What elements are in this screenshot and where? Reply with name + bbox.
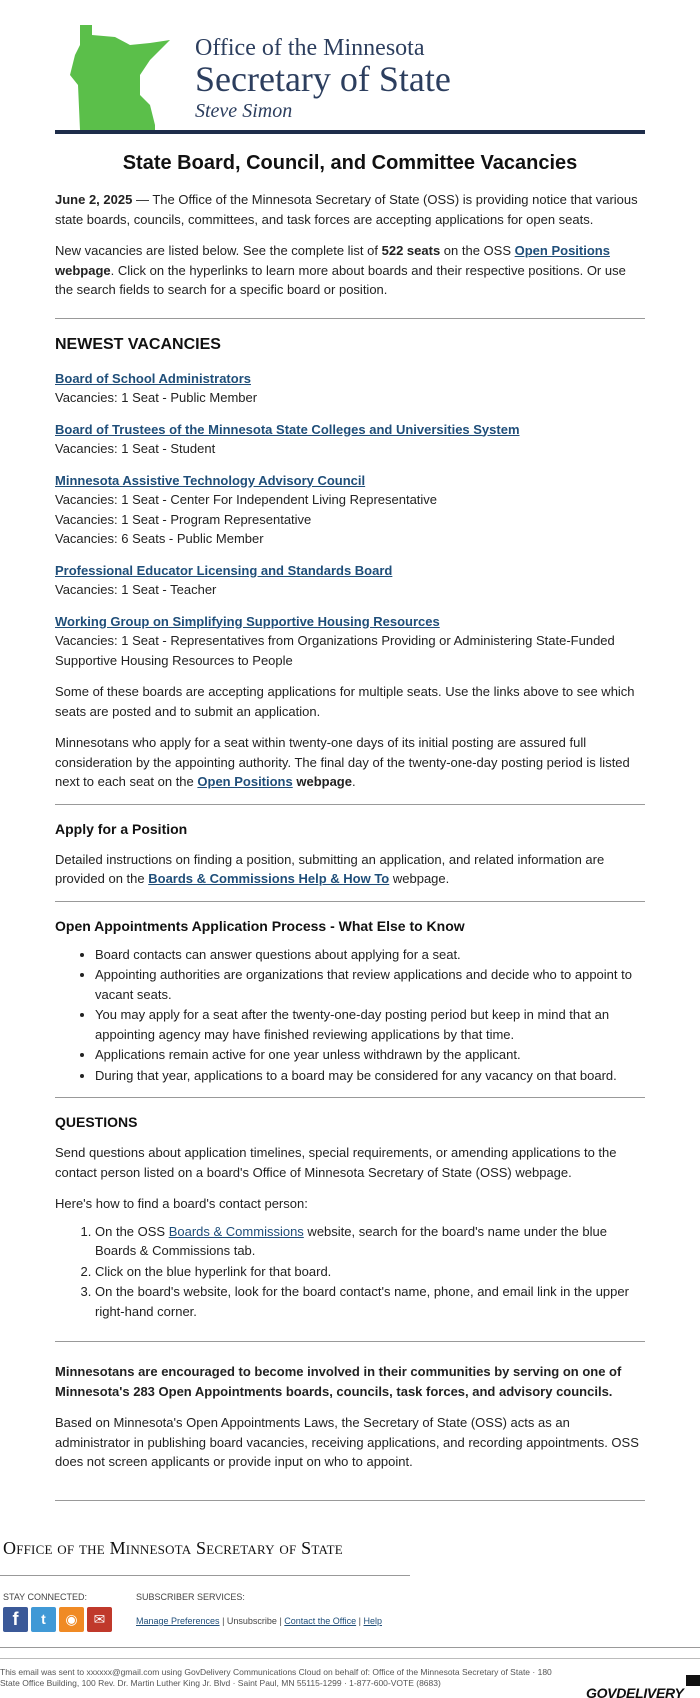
board-entry xyxy=(55,561,645,600)
envelope-icon xyxy=(686,1675,700,1686)
vacancy-line: Vacancies: 1 Seat - Teacher xyxy=(55,582,217,597)
step1-b: website, search for the board's name under the blue Boards & Commissions tab. xyxy=(95,1223,607,1258)
secretary-name: Steve Simon xyxy=(195,100,293,122)
list-item xyxy=(95,1222,645,1261)
contact-office-link[interactable]: Contact the Office xyxy=(284,1616,357,1626)
unsubscribe-text: Unsubscribe xyxy=(226,1616,277,1626)
consider-c: . xyxy=(351,774,356,789)
closing-bold: Minnesotans are encouraged to become involved in their communities by serving on one of Minnesota's 283 Open Appointments boards, councils, task forces, and advisory councils. xyxy=(55,1364,622,1399)
seat-count: 522 seats xyxy=(381,243,441,258)
open-positions-link-2[interactable]: Open Positions xyxy=(197,774,293,789)
social-links xyxy=(3,1607,112,1632)
minnesota-state-outline-icon xyxy=(70,25,170,140)
consider-a: Minnesotans who apply for a seat within twenty-one days of its initial posting are assured full consideration by the appointing authority. The final day of the twenty-one-day posting period is listed next to each seat on the xyxy=(55,735,630,789)
subscriber-links xyxy=(136,1615,382,1629)
process-heading: Open Appointments Application Process - What Else to Know xyxy=(55,917,465,934)
list-item: • Applications remain active for one year unless withdrawn by the applicant. xyxy=(95,1045,645,1065)
header xyxy=(55,0,645,135)
intro-paragraph xyxy=(55,190,645,229)
list-item: • Board contacts can answer questions about applying for a seat. xyxy=(95,945,645,965)
govdelivery-logo: GOVDELIVERY xyxy=(586,1685,684,1698)
divider xyxy=(55,901,645,902)
facebook-icon[interactable]: f xyxy=(3,1607,28,1632)
vacancy-line: Vacancies: 6 Seats - Public Member xyxy=(55,531,264,546)
secretary-of-state-line: Secretary of State xyxy=(195,59,451,99)
apply-b: webpage. xyxy=(389,871,450,886)
rss-icon[interactable]: ◉ xyxy=(59,1607,84,1632)
apply-heading: Apply for a Position xyxy=(55,820,188,837)
list-item: 3. On the board's website, look for the board contact's name, phone, and email link in the upper right-hand corner. xyxy=(95,1282,645,1321)
help-link[interactable]: Help xyxy=(363,1616,383,1626)
twitter-icon[interactable]: t xyxy=(31,1607,56,1632)
list-item: • You may apply for a seat after the twenty-one-day posting period but keep in mind that an appointing agency may have finished reviewing applications by that time. xyxy=(95,1005,645,1044)
board-link[interactable]: Board of School Administrators xyxy=(55,370,251,386)
vacancy-line: Vacancies: 1 Seat - Center For Independent Living Representative xyxy=(55,492,438,507)
header-rule xyxy=(55,130,645,134)
board-entry xyxy=(55,369,645,408)
p2-b: on the OSS xyxy=(440,243,515,258)
consider-webpage: webpage xyxy=(292,774,352,789)
board-link[interactable]: Professional Educator Licensing and Standards Board xyxy=(55,562,393,578)
legal-text: This email was sent to xxxxxx@gmail.com using GovDelivery Communications Cloud on behalf of: Office of the Minnesota Secretary of State · 180 State Office Building, 100 Rev. Dr. Martin Luther King Jr. Blvd · Saint Paul, MN 55115-1299 · 1-877-600-VOTE (8683) xyxy=(0,1667,552,1689)
board-entry xyxy=(55,612,645,671)
email-body xyxy=(55,0,645,1515)
divider xyxy=(55,318,645,319)
board-link[interactable]: Working Group on Simplifying Supportive Housing Resources xyxy=(55,613,440,629)
stay-connected-label: STAY CONNECTED: xyxy=(3,1592,88,1602)
questions-heading: QUESTIONS xyxy=(55,1114,138,1130)
step1-a: On the OSS xyxy=(95,1223,169,1239)
p2-d: . Click on the hyperlinks to learn more about boards and their respective positions. Or use the search fields to search for a specific board or position. xyxy=(55,262,626,297)
vacancy-line: Vacancies: 1 Seat - Public Member xyxy=(55,390,258,405)
open-positions-link[interactable]: Open Positions xyxy=(514,243,610,258)
divider xyxy=(55,1097,645,1098)
intro-date: June 2, 2025 xyxy=(55,192,133,207)
questions-paragraph: Send questions about application timelines, special requirements, or amending applications to the contact person listed on a board's Office of Minnesota Secretary of State (OSS) webpage. xyxy=(55,1145,617,1180)
intro-paragraph-2 xyxy=(55,241,645,300)
contact-how-to: Here's how to find a board's contact person: xyxy=(55,1196,308,1211)
board-entry xyxy=(55,471,645,549)
divider xyxy=(55,1500,645,1501)
office-line: Office of the Minnesota xyxy=(195,35,425,61)
board-entry xyxy=(55,420,645,459)
divider xyxy=(55,804,645,805)
divider xyxy=(0,1647,700,1648)
divider xyxy=(0,1658,700,1659)
separator: | xyxy=(356,1616,364,1626)
list-item: • Appointing authorities are organizations that review applications and decide who to appoint to vacant seats. xyxy=(95,965,645,1004)
divider xyxy=(0,1575,410,1576)
page-title: State Board, Council, and Committee Vacancies xyxy=(122,152,578,174)
separator: | xyxy=(276,1616,285,1626)
list-item: 2. Click on the blue hyperlink for that board. xyxy=(95,1262,645,1282)
vacancy-line: Vacancies: 1 Seat - Student xyxy=(55,441,216,456)
divider xyxy=(55,1341,645,1342)
multi-seat-paragraph: Some of these boards are accepting applications for multiple seats. Use the links above to see which seats are posted and to submit an application. xyxy=(55,684,635,719)
help-how-to-link[interactable]: Boards & Commissions Help & How To xyxy=(148,871,390,886)
process-list xyxy=(55,945,645,1086)
boards-commissions-link[interactable]: Boards & Commissions xyxy=(168,1223,304,1239)
apply-a: Detailed instructions on finding a position, submitting an application, and related information are provided on the xyxy=(55,851,605,886)
p2-a: New vacancies are listed below. See the complete list of xyxy=(55,243,382,258)
board-link[interactable]: Minnesota Assistive Technology Advisory Council xyxy=(55,472,366,488)
footer-title: Office of the Minnesota Secretary of State xyxy=(3,1538,343,1558)
separator: | xyxy=(219,1616,227,1626)
email-icon[interactable]: ✉ xyxy=(87,1607,112,1632)
list-item: • During that year, applications to a board may be considered for any vacancy on that board. xyxy=(95,1066,645,1086)
newest-vacancies-heading: NEWEST VACANCIES xyxy=(55,335,221,353)
closing-paragraph: Based on Minnesota's Open Appointments Laws, the Secretary of State (OSS) acts as an administrator in publishing board vacancies, receiving applications, and recording appointments. OSS does not screen applicants or provide input on who to appoint. xyxy=(55,1415,639,1469)
intro-text: — The Office of the Minnesota Secretary of State (OSS) is providing notice that various state boards, councils, committees, and task forces are accepting applications for open seats. xyxy=(55,192,638,227)
board-link[interactable]: Board of Trustees of the Minnesota State Colleges and Universities System xyxy=(55,421,520,437)
subscriber-services-label: SUBSCRIBER SERVICES: xyxy=(136,1592,245,1602)
p2-webpage: webpage xyxy=(55,262,111,278)
vacancy-line: Vacancies: 1 Seat - Program Representative xyxy=(55,511,312,527)
consideration-paragraph xyxy=(55,733,645,792)
steps-list xyxy=(55,1222,645,1322)
vacancy-line: Vacancies: 1 Seat - Representatives from Organizations Providing or Administering State-Funded Supportive Housing Resources to People xyxy=(55,633,615,668)
manage-preferences-link[interactable]: Manage Preferences xyxy=(136,1616,220,1626)
apply-paragraph xyxy=(55,850,645,889)
